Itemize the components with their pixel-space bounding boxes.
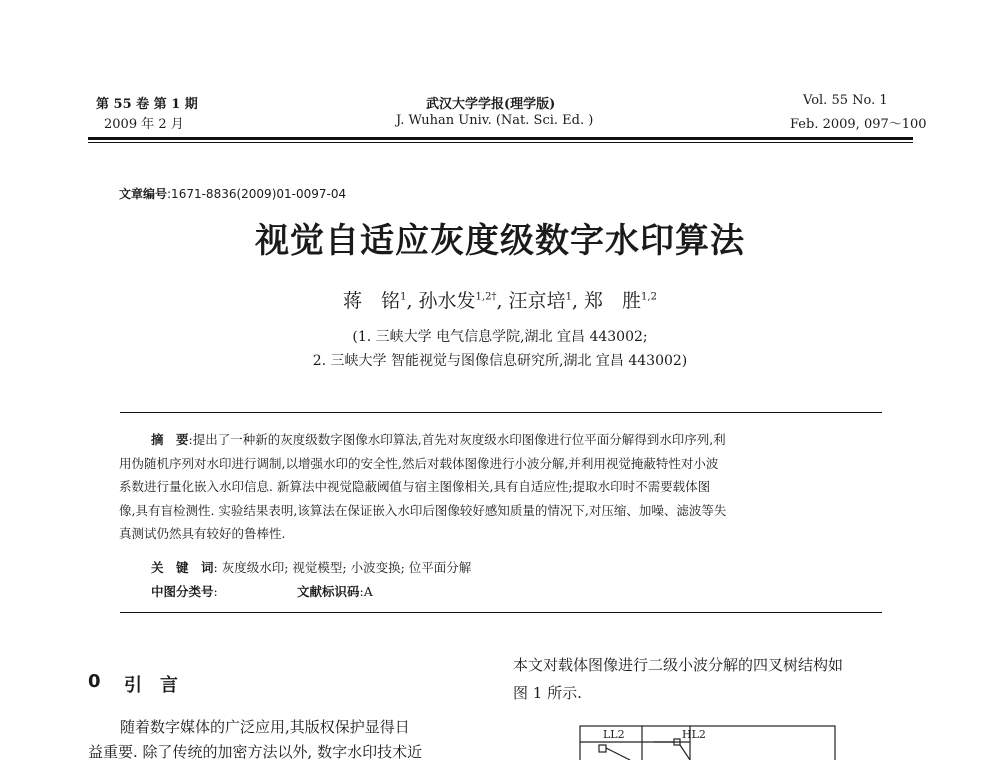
keywords: 关 键 词: 灰度级水印; 视觉模型; 小波变换; 位平面分解 xyxy=(151,560,472,575)
section-number: 0 xyxy=(88,671,101,692)
abstract-top-rule xyxy=(120,412,882,413)
body-left-line-2: 益重要. 除了传统的加密方法以外, 数字水印技术近 xyxy=(88,743,423,761)
header-rule-thin xyxy=(88,142,913,143)
author-2: 孙水发$^{1,2\dagger}$ xyxy=(418,290,497,312)
clc-number: 中图分类号: xyxy=(151,584,218,599)
author-list: 蒋 铭$^1$, 孙水发$^{1,2\dagger}$, 汪京培$^1$, 郑 胜$^{1,2}$ xyxy=(343,290,657,312)
affiliation-2: 2. 三峡大学 智能视觉与图像信息研究所,湖北 宜昌 443002) xyxy=(312,353,688,369)
abstract-block xyxy=(119,428,884,546)
body-left-line-1: 随着数字媒体的广泛应用,其版权保护显得日 xyxy=(120,718,410,736)
document-code: 文献标识码:A xyxy=(297,584,373,599)
article-number: 文章编号:1671-8836(2009)01-0097-04 xyxy=(119,187,347,201)
figure-label-hl2: HL2 xyxy=(682,728,706,741)
date-pages-en: Feb. 2009, 097～100 xyxy=(790,117,927,132)
author-3: 汪京培$^1$ xyxy=(508,290,572,312)
figure-node-ll2 xyxy=(599,745,606,752)
abstract-line-5: 真测试仍然具有较好的鲁棒性. xyxy=(119,526,286,541)
abstract-line-3: 系数进行量化嵌入水印信息. 新算法中视觉隐蔽阈值与宿主图像相关,具有自适应性;提取水印时不需要载体图 xyxy=(119,479,711,494)
vol-no-en: Vol. 55 No. 1 xyxy=(803,93,888,108)
journal-name-en: J. Wuhan Univ. (Nat. Sci. Ed. ) xyxy=(396,113,594,128)
body-right-line-2: 图 1 所示. xyxy=(513,684,582,702)
body-right-line-1: 本文对载体图像进行二级小波分解的四叉树结构如 xyxy=(513,656,844,674)
abstract-line-4: 像,具有盲检测性. 实验结果表明,该算法在保证嵌入水印后图像较好感知质量的情况下,对压缩、加噪、滤波等失 xyxy=(119,502,727,518)
figure-label-ll2: LL2 xyxy=(603,728,625,741)
figure-quadtree xyxy=(570,718,850,760)
author-1: 蒋 铭$^1$ xyxy=(343,290,407,312)
abstract-label: 摘 要 xyxy=(151,432,189,447)
affiliation-1: (1. 三峡大学 电气信息学院,湖北 宜昌 443002; xyxy=(352,329,648,345)
header-rule-thick xyxy=(88,137,913,140)
abstract-bottom-rule xyxy=(120,612,882,613)
abstract-line-1: 摘 要:提出了一种新的灰度级数字图像水印算法,首先对灰度级水印图像进行位平面分解得到水印序列,利 xyxy=(151,432,726,447)
keywords-label: 关 键 词 xyxy=(151,560,214,575)
figure-edge-1 xyxy=(606,748,630,760)
author-4: 郑 胜$^{1,2}$ xyxy=(584,290,657,312)
figure-edge-2 xyxy=(680,745,690,760)
abstract-line-2: 用伪随机序列对水印进行调制,以增强水印的安全性,然后对载体图像进行小波分解,并利用视觉掩蔽特性对小波 xyxy=(119,455,719,471)
section-title: 引 言 xyxy=(124,675,178,696)
volume-issue: 第 55 卷 第 1 期 xyxy=(96,97,198,112)
publication-date: 2009 年 2 月 xyxy=(104,117,184,132)
journal-name-cn: 武汉大学学报(理学版) xyxy=(426,97,556,112)
paper-title: 视觉自适应灰度级数字水印算法 xyxy=(255,221,745,261)
